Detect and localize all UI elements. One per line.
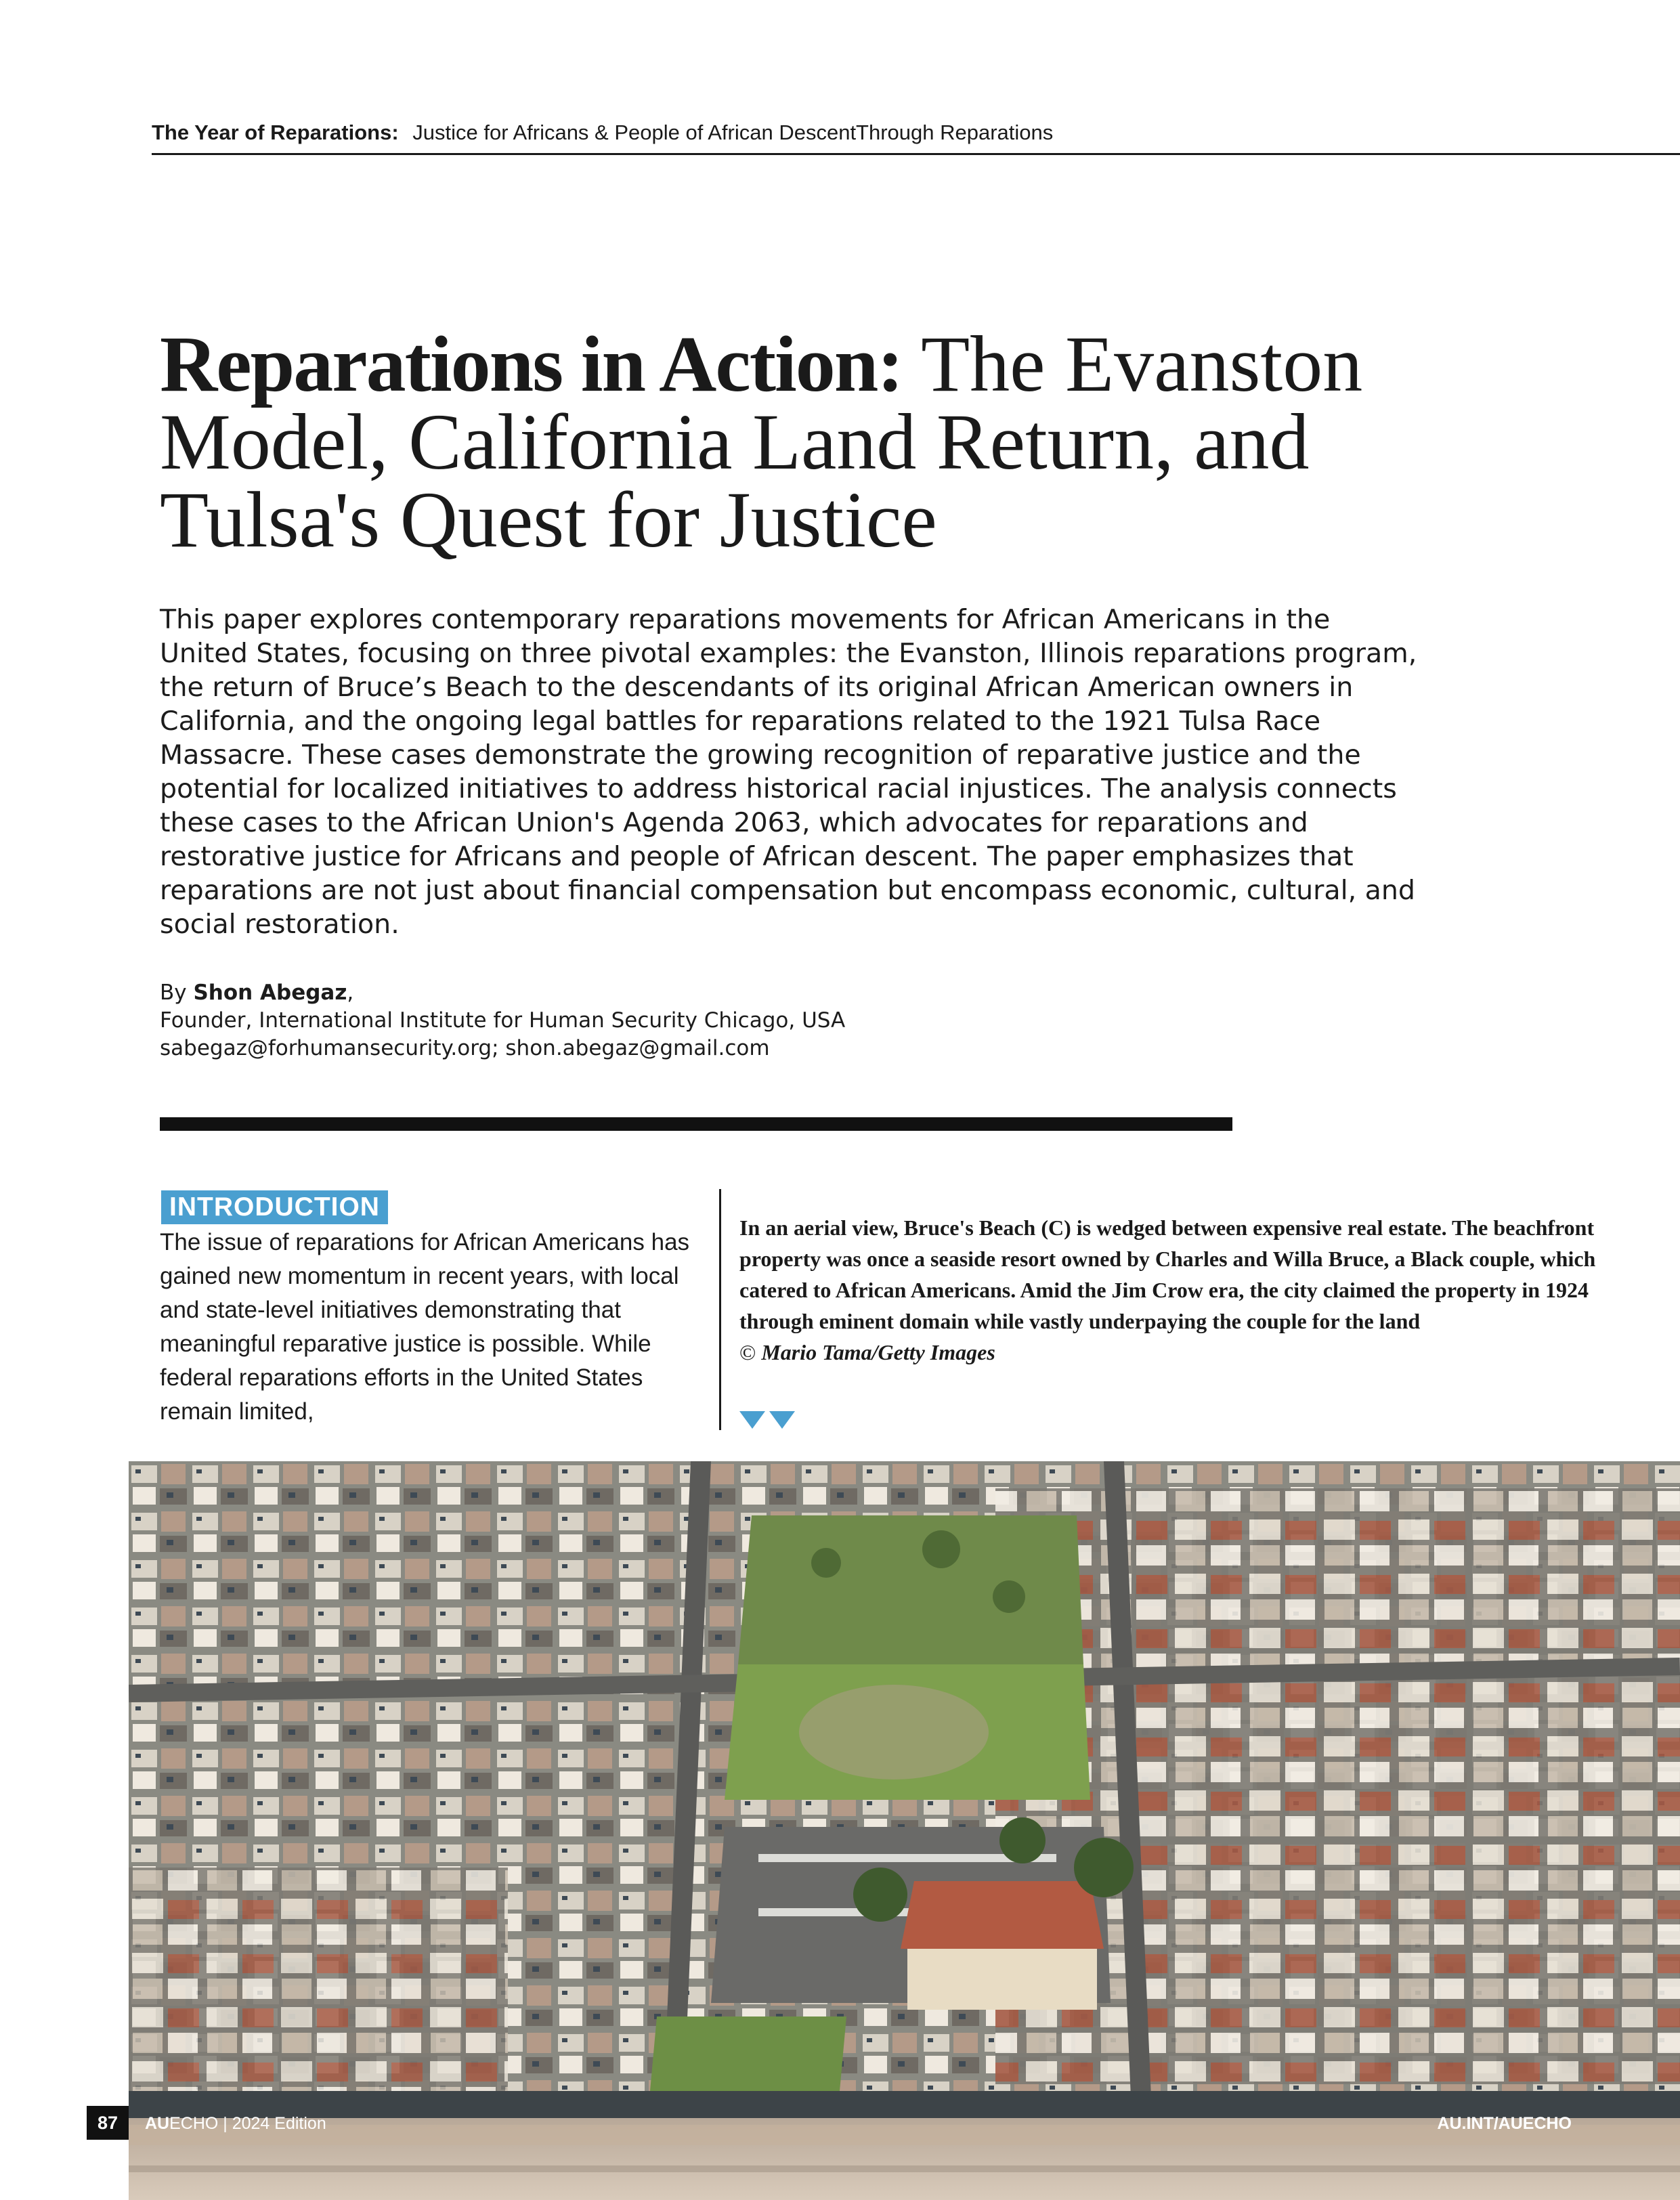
byline-suffix: , bbox=[347, 980, 354, 1005]
column-divider bbox=[719, 1189, 721, 1430]
article-title-rest: The Evanston Model, California Land Return, and Tulsa's Quest for Justice bbox=[160, 320, 1363, 564]
photo-caption bbox=[739, 1212, 1640, 1368]
photo-credit bbox=[739, 1337, 1640, 1368]
author-name: Shon Abegaz bbox=[193, 980, 347, 1005]
running-head-title: The Year of Reparations: bbox=[152, 121, 399, 144]
article-title bbox=[160, 320, 1487, 564]
copyright-symbol: © bbox=[739, 1340, 756, 1364]
page-number: 87 bbox=[87, 2106, 129, 2140]
abstract: This paper explores contemporary reparations movements for African Americans in the United States, focusing on three pivotal examples: the Evanston, Illinois reparations program, the return of Bruce’s Beach to the descendants of its original African American owners in California, and the ongoing legal battles for reparations related to the 1921 Tulsa Race Massacre. These cases demonstrate the growing recognition of reparative justice and the potential for localized initiatives to address historical racial injustices. The analysis connects these cases to the African Union's Agenda 2063, which advocates for reparations and restorative justice for Africans and people of African descent. The paper emphasizes that reparations are not just about financial compensation but encompass economic, cultural, and social restoration. bbox=[160, 604, 1417, 940]
page-footer bbox=[87, 2106, 1680, 2140]
running-head bbox=[152, 119, 1680, 155]
intro-heading: INTRODUCTION bbox=[161, 1190, 388, 1224]
running-head-subtitle: Justice for Africans & People of African DescentThrough Reparations bbox=[412, 121, 1054, 144]
article-title-lead: Reparations in Action: bbox=[160, 320, 903, 408]
brand-edition: ECHO | 2024 Edition bbox=[169, 2114, 326, 2133]
publication-name bbox=[145, 2114, 326, 2134]
intro-text: The issue of reparations for African Americans has gained new momentum in recent years, with local and state-level initiatives demonstrating that meaningful reparative justice is possible. While federal reparations efforts in the United States remain limited, bbox=[160, 1229, 690, 1425]
byline-prefix: By bbox=[160, 980, 187, 1005]
caption-arrow-icons bbox=[739, 1411, 796, 1430]
footer-site-link[interactable]: AU.INT/AUECHO bbox=[1437, 2114, 1572, 2133]
aerial-photo bbox=[129, 1461, 1680, 2200]
caption-text: In an aerial view, Bruce's Beach (C) is wedged between expensive real estate. The beachfront property was once a seaside resort owned by Charles and Willa Bruce, a Black couple, which catered to African Americans. Amid the Jim Crow era, the city claimed the property in 1924 through eminent domain while vastly underpaying the couple for the land bbox=[739, 1215, 1596, 1333]
author-line bbox=[160, 979, 1243, 1007]
section-divider bbox=[160, 1117, 1232, 1131]
brand-au: AU bbox=[145, 2114, 170, 2133]
credit-text: Mario Tama/Getty Images bbox=[761, 1340, 995, 1364]
author-affiliation: Founder, International Institute for Human Security Chicago, USA bbox=[160, 1008, 846, 1033]
author-emails: sabegaz@forhumansecurity.org; shon.abegaz@gmail.com bbox=[160, 1036, 770, 1060]
byline bbox=[160, 979, 1243, 1062]
